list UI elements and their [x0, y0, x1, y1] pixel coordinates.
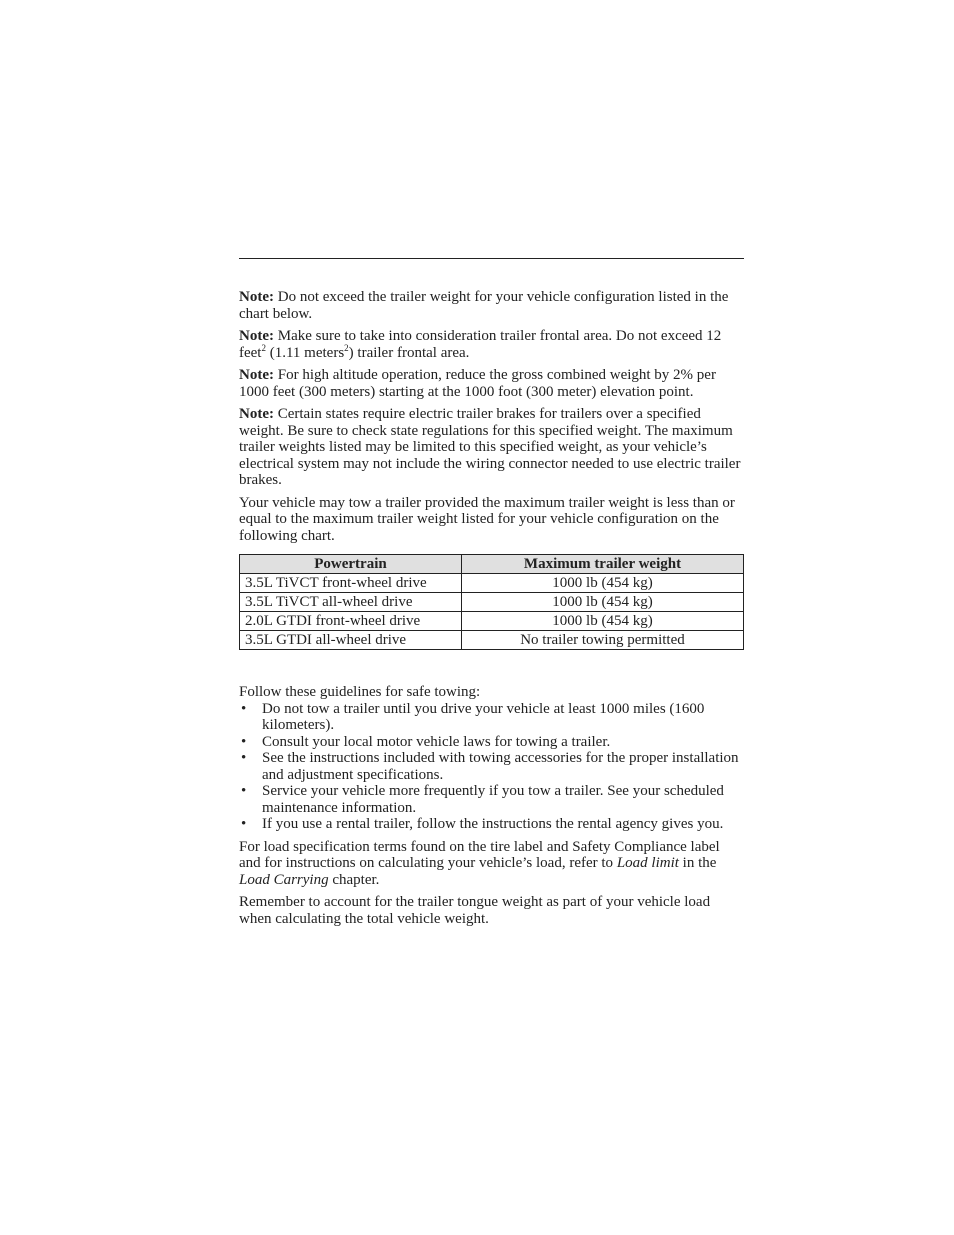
weight-cell: 1000 lb (454 kg) [462, 574, 744, 593]
list-item: • See the instructions included with towing accessories for the proper installation and adjustment specifications. [241, 750, 739, 783]
header-rule [239, 258, 744, 259]
bullet-icon: • [241, 783, 247, 799]
list-item: • Consult your local motor vehicle laws for towing a trailer. [241, 733, 611, 750]
guidelines-list [239, 701, 744, 833]
note-1: Note: Do not exceed the trailer weight for your vehicle configuration listed in the chart below. [239, 289, 729, 322]
list-item: • Do not tow a trailer until you drive your vehicle at least 1000 miles (1600 kilometers). [241, 700, 705, 733]
note-2: Note: Make sure to take into consideration trailer frontal area. Do not exceed 12 feet$^2$ (1.11 meters$^2$) trailer frontal area. [239, 328, 722, 361]
table-row [240, 631, 744, 650]
note-3: Note: For high altitude operation, reduce the gross combined weight by 2% per 1000 feet (300 meters) starting at the 1000 foot (300 meter) elevation point. [239, 367, 716, 400]
list-item: • Service your vehicle more frequently if you tow a trailer. See your scheduled maintenance information. [241, 783, 724, 816]
weight-cell: 1000 lb (454 kg) [462, 593, 744, 612]
table-header-row [240, 555, 744, 574]
page-content [239, 289, 744, 933]
intro-paragraph: Your vehicle may tow a trailer provided the maximum trailer weight is less than or equal to the maximum trailer weight listed for your vehicle configuration on the following chart. [239, 494, 735, 544]
table-row [240, 593, 744, 612]
weight-cell: No trailer towing permitted [462, 631, 744, 650]
table-row [240, 612, 744, 631]
tongue-weight-paragraph: Remember to account for the trailer tongue weight as part of your vehicle load when calculating the total vehicle weight. [239, 894, 711, 927]
load-limit-ref: Load limit [616, 855, 679, 871]
trailer-weight-table [239, 554, 744, 650]
bullet-icon: • [241, 816, 247, 832]
bullet-icon: • [241, 700, 247, 717]
guidelines-intro: Follow these guidelines for safe towing: [239, 684, 481, 700]
powertrain-cell: 2.0L GTDI front-wheel drive [240, 612, 462, 631]
load-carrying-ref: Load Carrying [239, 871, 329, 888]
powertrain-cell: 3.5L TiVCT all-wheel drive [240, 593, 462, 612]
powertrain-cell: 3.5L GTDI all-wheel drive [240, 631, 462, 650]
header-max-weight: Maximum trailer weight [462, 555, 744, 574]
powertrain-cell: 3.5L TiVCT front-wheel drive [240, 574, 462, 593]
note-4: Note: Certain states require electric trailer brakes for trailers over a specified weight. Be sure to check state regulations for this specified weight. The maximum trailer weights listed may be limited to this specified weight, as your vehicle’s electrical system may not include the wiring connector needed to use electric trailer brakes. [239, 406, 741, 488]
weight-cell: 1000 lb (454 kg) [462, 612, 744, 631]
header-powertrain: Powertrain [240, 555, 462, 574]
load-paragraph: For load specification terms found on the tire label and Safety Compliance label and for instructions on calculating your vehicle’s load, refer to Load limit in the Load Carrying chapter. [239, 838, 720, 888]
table-row [240, 574, 744, 593]
list-item: • If you use a rental trailer, follow the instructions the rental agency gives you. [241, 816, 724, 832]
bullet-icon: • [241, 750, 247, 766]
bullet-icon: • [241, 733, 247, 750]
